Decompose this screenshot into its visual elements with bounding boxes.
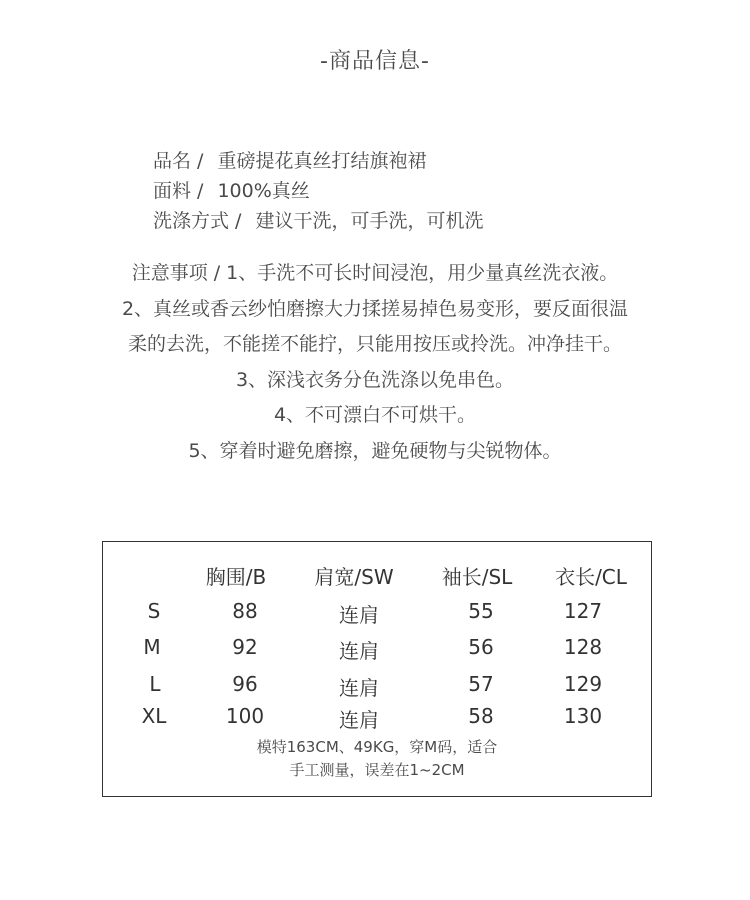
sleeve-value: 58 [468, 704, 494, 728]
bust-value: 88 [232, 599, 258, 623]
info-label: 品名 / [153, 150, 204, 172]
measure-note: 手工测量，误差在1~2CM [289, 761, 465, 779]
sleeve-value: 56 [468, 635, 494, 659]
shoulder-value: 连肩 [339, 676, 379, 700]
care-line: 3、深浅衣务分色洗涤以免串色。 [235, 368, 515, 391]
size-label: S [147, 599, 161, 623]
length-value: 128 [563, 635, 603, 659]
section-title: -商品信息- [320, 49, 430, 74]
header-shoulder: 肩宽/SW [314, 565, 394, 589]
care-line: 2、真丝或香云纱怕磨擦大力揉搓易掉色易变形，要反面很温 [121, 297, 629, 320]
info-value: 100%真丝 [217, 180, 310, 202]
info-row-fabric [153, 176, 483, 206]
length-value: 129 [563, 672, 603, 696]
header-bust: 胸围/B [205, 565, 267, 589]
sleeve-value: 55 [468, 599, 494, 623]
care-line: 柔的去洗，不能搓不能拧，只能用按压或拎洗。冲净挂干。 [127, 333, 622, 355]
size-table [102, 541, 652, 797]
care-instructions [0, 256, 750, 469]
length-value: 130 [563, 704, 603, 728]
size-label: XL [141, 704, 167, 728]
sleeve-value: 57 [468, 672, 494, 696]
length-value: 127 [563, 599, 603, 623]
product-info [153, 146, 483, 236]
info-row-name [153, 146, 483, 176]
info-value: 建议干洗，可手洗，可机洗 [255, 210, 484, 232]
shoulder-value: 连肩 [339, 603, 379, 627]
info-label: 洗涤方式 / [153, 210, 242, 232]
header-length: 衣长/CL [555, 565, 627, 589]
header-sleeve: 袖长/SL [441, 565, 513, 589]
size-label: L [149, 672, 161, 696]
care-line: 5、穿着时避免磨擦，避免硬物与尖锐物体。 [188, 439, 562, 462]
shoulder-value: 连肩 [339, 708, 379, 732]
info-label: 面料 / [153, 180, 204, 202]
size-label: M [143, 635, 161, 659]
model-note: 模特163CM、49KG，穿M码，适合 [256, 738, 498, 756]
bust-value: 100 [225, 704, 265, 728]
info-row-washing [153, 206, 483, 236]
shoulder-value: 连肩 [339, 639, 379, 663]
bust-value: 92 [232, 635, 258, 659]
care-line: 4、不可漂白不可烘干。 [273, 404, 477, 426]
info-value: 重磅提花真丝打结旗袍裙 [217, 150, 427, 172]
bust-value: 96 [232, 672, 258, 696]
care-line: 注意事项 / 1、手洗不可长时间浸泡，用少量真丝洗衣液。 [131, 262, 619, 284]
